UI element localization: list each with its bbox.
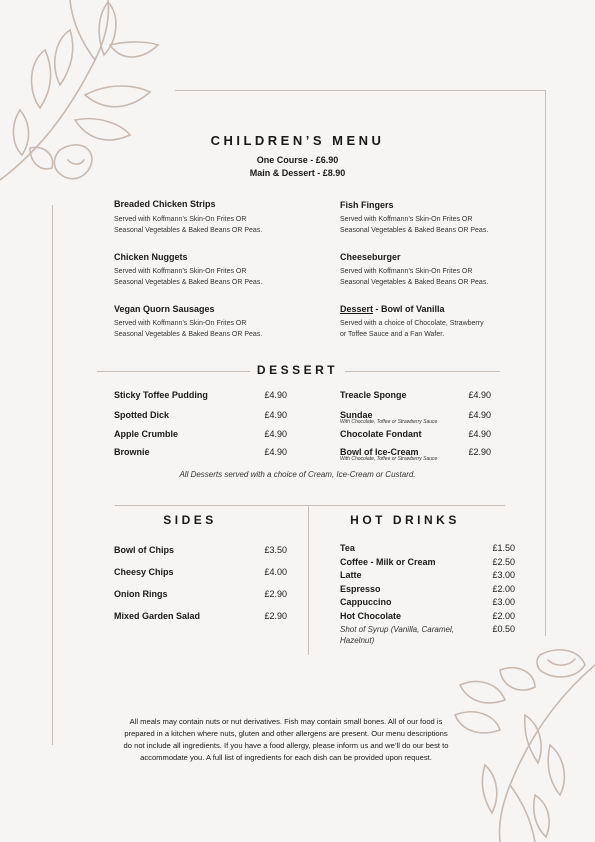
dessert-label: Dessert (340, 304, 374, 314)
dish-name: Fish Fingers (340, 200, 394, 210)
list-item (114, 410, 287, 429)
item-name: Hot Chocolate (340, 610, 402, 621)
menu-title: CHILDREN’S MENU (210, 133, 385, 148)
dish-name: Vegan Quorn Sausages (114, 304, 215, 314)
dish-desc: Served with Koffmann’s Skin-On Frites OR (340, 268, 473, 275)
dish-breaded-chicken-strips (114, 199, 314, 236)
list-item (340, 570, 515, 584)
item-name: Mixed Garden Salad (114, 611, 201, 621)
item-name: Spotted Dick (114, 410, 170, 420)
frame-top-line (175, 90, 546, 91)
item-name: Tea (340, 543, 355, 553)
list-item (340, 447, 491, 465)
list-item (340, 597, 515, 611)
dish-name: Breaded Chicken Strips (114, 199, 216, 209)
dish-cheeseburger (340, 252, 540, 288)
floral-bottom-right-icon (440, 645, 595, 842)
list-item (340, 429, 491, 447)
dessert-right-list (340, 390, 491, 465)
dessert-footnote: All Desserts served with a choice of Cream, Ice-Cream or Custard. (179, 470, 416, 479)
dish-desc: Seasonal Vegetables & Baked Beans OR Peas. (340, 227, 489, 234)
syrup-line-2: Hazelnut) (340, 636, 375, 645)
list-item (340, 611, 515, 625)
item-note: With Chocolate, Toffee or Strawberry Sauce (340, 419, 438, 425)
list-item (114, 429, 287, 447)
dessert-name: - Bowl of Vanilla (373, 304, 445, 314)
syrup-line-1: Shot of Syrup (Vanilla, Caramel, (340, 625, 454, 634)
item-name: Espresso (340, 583, 381, 594)
list-item (340, 543, 515, 557)
dish-chicken-nuggets (114, 252, 314, 288)
item-price: £2.90 (264, 589, 287, 599)
item-name: Treacle Sponge (340, 390, 407, 400)
list-item (340, 584, 515, 598)
item-price: £3.00 (492, 570, 515, 580)
item-name: Cheesy Chips (114, 567, 174, 577)
item-name: Coffee - Milk or Cream (340, 556, 436, 567)
dish-name: Cheeseburger (340, 252, 401, 262)
dish-desc: Served with Koffmann’s Skin-On Frites OR (340, 216, 473, 223)
allergen-disclaimer: All meals may contain nuts or nut derivatives. Fish may contain small bones. All of our food is prepared in a kitchen where nuts, gluten and other allergens are present. Our menu descriptions do not include all ingredients. If you have a food allergy, please inform us and we’ll do our best to accommodate you. A full list of ingredients for each dish can be provided upon request. (123, 717, 449, 762)
item-name: Chocolate Fondant (340, 429, 422, 439)
main-dessert-price: Main & Dessert - £8.90 (249, 168, 346, 178)
dish-vegan-quorn-sausages (114, 304, 314, 340)
sides-drinks-divider (308, 505, 309, 655)
dish-desc: Seasonal Vegetables & Baked Beans OR Peas. (114, 331, 263, 338)
list-item (114, 390, 287, 410)
item-price: £4.90 (264, 410, 287, 420)
dish-desc: Seasonal Vegetables & Baked Beans OR Peas. (114, 279, 263, 286)
item-price: £4.90 (468, 390, 491, 400)
item-price: £2.90 (264, 611, 287, 621)
item-name: Bowl of Chips (114, 545, 174, 555)
list-item-syrup (340, 624, 515, 646)
sides-top-divider (115, 505, 505, 506)
syrup-label (340, 624, 454, 646)
item-price: £3.50 (264, 545, 287, 555)
item-name: Apple Crumble (114, 429, 179, 439)
item-price: £4.00 (264, 567, 287, 577)
item-name: Sticky Toffee Pudding (114, 390, 208, 400)
dish-name: Chicken Nuggets (114, 252, 188, 262)
dish-name (340, 304, 540, 314)
dish-dessert-bowl-of-vanilla (340, 304, 540, 340)
item-price: £4.90 (264, 390, 287, 400)
dish-desc: Served with Koffmann’s Skin-On Frites OR (114, 320, 247, 327)
item-price: £2.50 (492, 556, 515, 567)
dish-fish-fingers (340, 200, 540, 236)
dish-desc: Served with a choice of Chocolate, Strawberry (340, 320, 484, 327)
dish-desc: Seasonal Vegetables & Baked Beans OR Peas. (340, 279, 489, 286)
item-price: £3.00 (492, 597, 515, 607)
item-price: £2.90 (468, 447, 491, 457)
item-name: Bowl of Ice-Cream (340, 447, 419, 457)
list-item (114, 567, 287, 589)
list-item (114, 447, 287, 465)
item-price: £4.90 (468, 410, 491, 420)
hot-drinks-list (340, 543, 515, 646)
dish-desc: Served with Koffmann’s Skin-On Frites OR (114, 268, 247, 275)
item-price: £1.50 (492, 543, 515, 553)
list-item (114, 611, 287, 633)
item-name: Cappuccino (340, 597, 392, 607)
item-name: Latte (340, 570, 362, 580)
list-item (114, 545, 287, 567)
dessert-left-list (114, 390, 287, 465)
dish-desc: Seasonal Vegetables & Baked Beans OR Peas. (114, 227, 263, 234)
item-price: £2.00 (492, 583, 515, 594)
item-name: Sundae (340, 410, 373, 420)
item-note: With Chocolate, Toffee or Strawberry Sauce (340, 456, 438, 462)
item-name: Brownie (114, 447, 150, 457)
item-name: Onion Rings (114, 589, 168, 599)
list-item (340, 390, 491, 410)
dish-desc: Served with Koffmann’s Skin-On Frites OR (114, 216, 247, 223)
list-item (114, 589, 287, 611)
dessert-heading: DESSERT (256, 363, 339, 377)
dish-desc: or Toffee Sauce and a Fan Wafer. (340, 331, 445, 338)
list-item (340, 410, 491, 429)
item-price: £4.90 (264, 429, 287, 439)
dessert-left-divider (97, 371, 250, 372)
dessert-right-divider (345, 371, 500, 372)
item-price: £2.00 (492, 610, 515, 621)
item-price: £4.90 (264, 447, 287, 457)
hot-drinks-heading: HOT DRINKS (350, 513, 460, 527)
one-course-price: One Course - £6.90 (256, 155, 339, 165)
syrup-price: £0.50 (492, 624, 515, 634)
list-item (340, 557, 515, 571)
sides-list (114, 545, 287, 633)
item-price: £4.90 (468, 429, 491, 439)
sides-heading: SIDES (163, 513, 217, 527)
